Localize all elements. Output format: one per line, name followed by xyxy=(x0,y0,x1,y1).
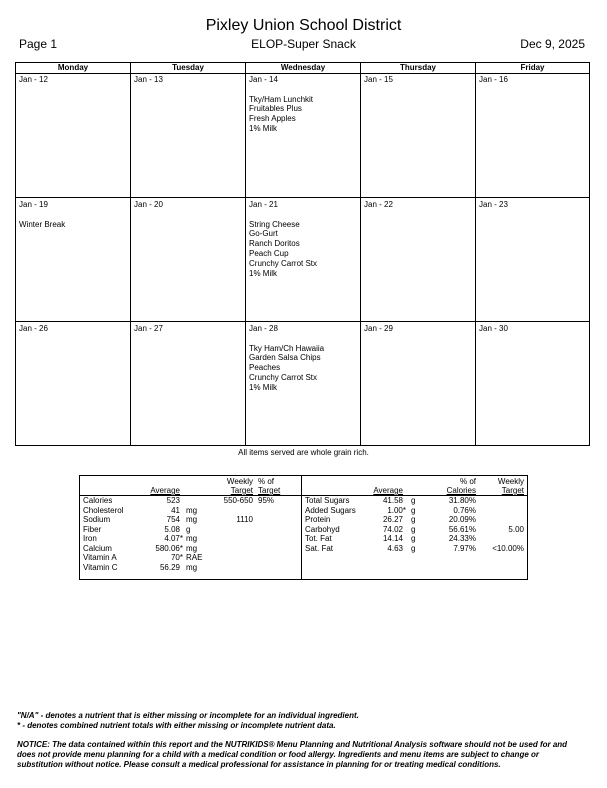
day-date: Jan - 26 xyxy=(19,324,48,333)
day-date: Jan - 28 xyxy=(249,324,278,333)
nutrition-left-panel xyxy=(80,476,302,579)
header-pct-target: Target xyxy=(258,486,281,495)
menu-calendar xyxy=(15,62,590,446)
day-date: Jan - 30 xyxy=(479,324,508,333)
nutrient-average: 1.00* xyxy=(387,505,406,515)
day-cell xyxy=(476,198,589,321)
day-cell xyxy=(361,73,476,197)
menu-subtitle: ELOP-Super Snack xyxy=(251,37,356,51)
nutrient-average: 56.29 xyxy=(159,562,180,572)
report-date: Dec 9, 2025 xyxy=(520,37,585,51)
header-pct-calories: Calories xyxy=(446,486,476,495)
menu-item: 1% Milk xyxy=(249,382,278,392)
nutrient-name: Vitamin C xyxy=(83,562,118,572)
nutrient-unit: mg xyxy=(186,515,198,524)
nutrient-average: 754 xyxy=(166,515,180,524)
day-header-wednesday: Wednesday xyxy=(246,63,361,73)
nutrient-pct: 20.09% xyxy=(448,515,476,524)
nutrient-average: 41.58 xyxy=(382,496,403,505)
nutrient-row xyxy=(302,496,528,506)
nutrient-name: Added Sugars xyxy=(305,505,356,515)
nutrient-unit: mg xyxy=(186,562,198,572)
nutrient-unit: g xyxy=(186,524,191,534)
day-date: Jan - 14 xyxy=(249,75,278,84)
nutrient-unit: g xyxy=(411,543,416,553)
nutrient-average: 70* xyxy=(170,553,183,562)
menu-item: Crunchy Carrot Stx xyxy=(249,258,318,268)
header-weekly: Weekly xyxy=(497,477,524,486)
notice-disclaimer xyxy=(17,740,597,769)
nutrient-row xyxy=(302,525,528,535)
menu-item: Go-Gurt xyxy=(249,229,278,239)
nutrient-unit: g xyxy=(411,515,416,524)
day-date: Jan - 15 xyxy=(364,75,393,84)
calendar-week-2 xyxy=(16,198,589,322)
nutrient-pct: 7.97% xyxy=(453,543,476,553)
header-weekly: Weekly xyxy=(226,477,253,486)
nutrient-target: <10.00% xyxy=(492,543,524,553)
nutrient-average: 580.06* xyxy=(155,543,183,553)
notice-line: does not provide menu planning for a child with a medical condition or food allergy. Ingredients and menu items are subject to change or xyxy=(17,749,539,759)
whole-grain-note: All items served are whole grain rich. xyxy=(238,448,369,457)
nutrient-name: Sat. Fat xyxy=(305,543,334,553)
nutrition-right-panel xyxy=(302,476,528,579)
day-header-tuesday: Tuesday xyxy=(131,63,246,73)
footnote-na: "N/A" - denotes a nutrient that is either missing or incomplete for an individual ingredient. xyxy=(17,711,359,720)
day-cell xyxy=(246,198,361,321)
nutrient-row xyxy=(302,534,528,544)
nutrient-unit: RAE xyxy=(186,553,203,562)
nutrient-pct: 56.61% xyxy=(448,524,476,534)
nutrient-unit: g xyxy=(411,505,416,515)
nutrient-name: Cholesterol xyxy=(83,505,124,515)
day-cell xyxy=(246,73,361,197)
menu-item: 1% Milk xyxy=(249,123,278,133)
nutrient-average: 26.27 xyxy=(382,515,403,524)
day-cell xyxy=(16,198,131,321)
nutrient-average: 4.07* xyxy=(164,534,183,543)
calendar-week-1 xyxy=(16,73,589,198)
nutrient-row xyxy=(302,544,528,554)
day-date: Jan - 29 xyxy=(364,324,393,333)
header-target: Target xyxy=(501,486,524,495)
header-average: Average xyxy=(150,486,180,495)
nutrient-row xyxy=(80,496,301,506)
nutrient-name: Sodium xyxy=(83,515,111,524)
day-date: Jan - 22 xyxy=(364,200,393,209)
day-cell xyxy=(131,198,246,321)
nutrient-row xyxy=(302,515,528,525)
nutrient-average: 523 xyxy=(166,496,180,505)
header-pct-of: % of xyxy=(459,477,476,486)
nutrient-name: Vitamin A xyxy=(83,553,117,562)
nutrient-target: 1110 xyxy=(236,515,253,524)
notice-line: substitution without notice. Please consult a medical professional for assistance in planning for or treating medical conditions. xyxy=(17,759,501,769)
menu-item: Peach Cup xyxy=(249,248,289,258)
menu-item: 1% Milk xyxy=(249,268,278,278)
nutrient-pct: 95% xyxy=(258,496,275,505)
day-date: Jan - 27 xyxy=(134,324,163,333)
nutrient-unit: mg xyxy=(186,534,198,543)
day-date: Jan - 21 xyxy=(249,200,278,209)
header-average: Average xyxy=(373,486,403,495)
nutrient-row xyxy=(80,506,301,516)
day-cell xyxy=(131,322,246,445)
nutrient-name: Calcium xyxy=(83,543,112,553)
day-cell xyxy=(16,322,131,445)
nutrient-name: Tot. Fat xyxy=(305,534,332,543)
nutrient-row xyxy=(80,515,301,525)
notice-line: NOTICE: The data contained within this report and the NUTRIKIDS® Menu Planning and Nutritional Analysis software should not be used for and xyxy=(17,740,568,749)
nutrition-summary xyxy=(79,475,528,580)
menu-item: Fruitables Plus xyxy=(249,104,302,114)
day-date: Jan - 12 xyxy=(19,75,48,84)
day-date: Jan - 19 xyxy=(19,200,48,209)
day-cell xyxy=(361,198,476,321)
nutrient-name: Total Sugars xyxy=(305,496,350,505)
header-pct-of: % of xyxy=(258,477,275,486)
menu-item: Crunchy Carrot Stx xyxy=(249,372,318,382)
nutrient-name: Carbohyd xyxy=(305,524,340,534)
day-cell xyxy=(16,73,131,197)
nutrient-target: 550-650 xyxy=(223,496,253,505)
menu-item: Peaches xyxy=(249,363,281,373)
menu-item: Fresh Apples xyxy=(249,114,296,124)
nutrient-target: 5.00 xyxy=(508,524,524,534)
district-title: Pixley Union School District xyxy=(205,17,402,34)
nutrient-row xyxy=(80,544,301,554)
day-header-monday: Monday xyxy=(16,63,131,73)
nutrient-average: 4.63 xyxy=(387,543,403,553)
nutrient-average: 14.14 xyxy=(382,534,403,543)
footnote-asterisk: * - denotes combined nutrient totals with either missing or incomplete nutrient data. xyxy=(17,720,336,730)
nutrient-name: Calories xyxy=(83,496,113,505)
day-header-thursday: Thursday xyxy=(361,63,476,73)
footnotes xyxy=(17,711,597,730)
menu-item: String Cheese xyxy=(249,219,300,229)
nutrient-name: Iron xyxy=(83,534,97,543)
day-cell xyxy=(361,322,476,445)
nutrient-pct: 24.33% xyxy=(448,534,476,543)
nutrient-average: 41 xyxy=(171,505,180,515)
day-cell xyxy=(246,322,361,445)
nutrient-row xyxy=(80,563,301,573)
day-cell xyxy=(476,73,589,197)
day-date: Jan - 23 xyxy=(479,200,508,209)
day-date: Jan - 20 xyxy=(134,200,163,209)
day-cell xyxy=(131,73,246,197)
nutrient-average: 74.02 xyxy=(382,524,403,534)
day-date: Jan - 13 xyxy=(134,75,163,84)
menu-item: Ranch Doritos xyxy=(249,239,300,249)
menu-item: Tky/Ham Lunchkit xyxy=(249,94,314,104)
nutrient-name: Fiber xyxy=(83,524,102,534)
nutrient-unit: g xyxy=(411,496,416,505)
nutrient-name: Protein xyxy=(305,515,331,524)
day-cell xyxy=(476,322,589,445)
nutrient-pct: 31.80% xyxy=(448,496,476,505)
nutrient-row xyxy=(80,525,301,535)
nutrient-unit: g xyxy=(411,534,416,543)
nutrient-row xyxy=(80,553,301,563)
nutrient-unit: g xyxy=(411,524,416,534)
menu-item: Winter Break xyxy=(19,219,66,229)
menu-item: Garden Salsa Chips xyxy=(249,353,321,363)
menu-item: Tky Ham/Ch Hawaiia xyxy=(249,343,325,353)
nutrient-average: 5.08 xyxy=(164,524,180,534)
calendar-week-3 xyxy=(16,322,589,445)
day-header-friday: Friday xyxy=(520,63,545,72)
nutrient-row xyxy=(80,534,301,544)
page-number: Page 1 xyxy=(19,37,58,51)
nutrient-row xyxy=(302,506,528,516)
day-date: Jan - 16 xyxy=(479,75,508,84)
nutrient-unit: mg xyxy=(186,543,198,553)
nutrient-unit: mg xyxy=(186,505,198,515)
header-target: Target xyxy=(230,486,253,495)
nutrient-pct: 0.76% xyxy=(453,505,476,515)
